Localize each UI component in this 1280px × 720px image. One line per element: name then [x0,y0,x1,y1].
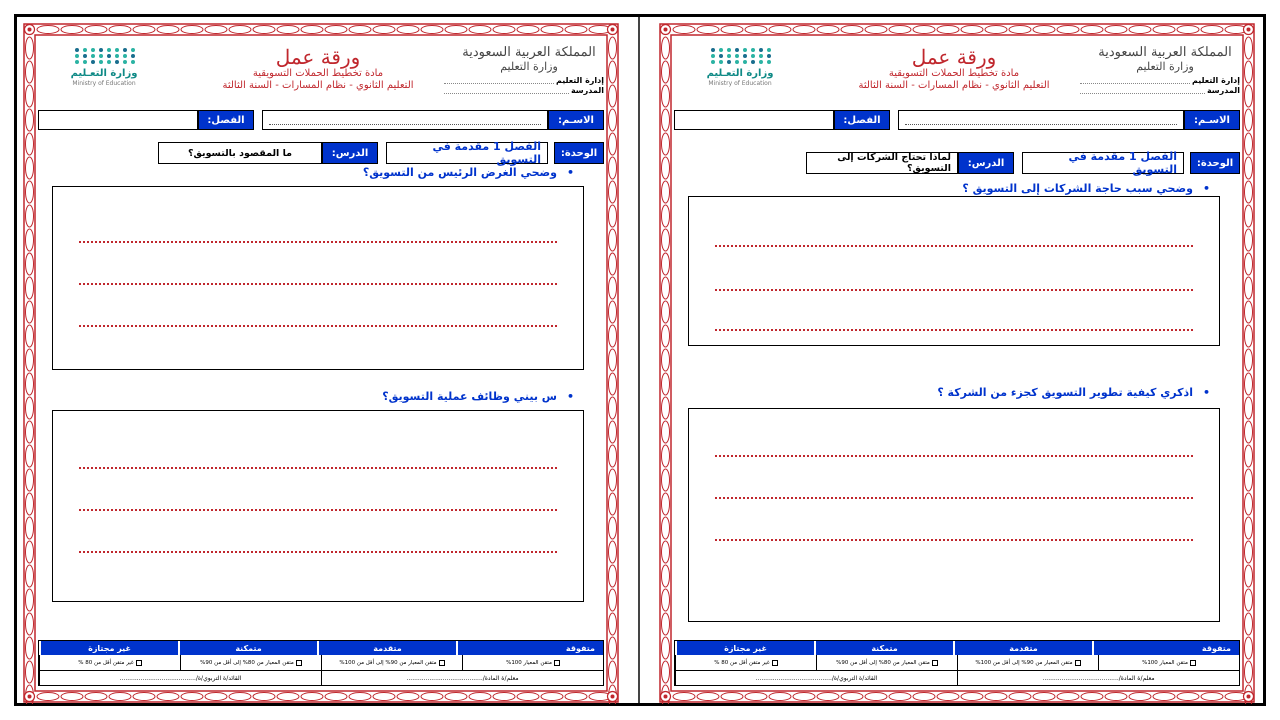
rubric-level: متمكنة [814,641,953,655]
track-line: التعليم الثانوي - نظام المسارات - السنة الثالثة [222,80,414,91]
unit-label: الوحدة: [1190,152,1240,174]
worksheet-header [38,40,604,104]
unit-label: الوحدة: [554,142,604,164]
rubric-table [38,640,604,686]
rubric-criterion[interactable]: غير متقن أقل من 80 % [39,655,180,670]
lesson-label: الدرس: [958,152,1014,174]
checkbox-icon [554,660,560,666]
answer-box-2[interactable] [688,408,1220,622]
class-label: الفصل: [834,110,890,130]
rubric-criterion[interactable]: متقن المعيار 100% [1098,655,1239,670]
answer-box-2[interactable] [52,410,584,602]
moe-logo-dots-icon [44,48,164,64]
rubric-criterion[interactable]: متقن المعيار من 90% إلى أقل من 100% [321,655,462,670]
title-block [824,46,1084,92]
page-divider [638,17,640,703]
kingdom-logo: المملكة العربية السعودية وزارة التعليم [1098,45,1232,73]
leader-signature[interactable]: القائد/ة التربوي/ة/........................................ [675,671,957,685]
checkbox-icon [439,660,445,666]
rubric-level: متمكنة [178,641,317,655]
admin-fields: إدارة التعليم المدرسة [444,76,604,96]
checkbox-icon [1190,660,1196,666]
checkbox-icon [772,660,778,666]
worksheet-header [674,40,1240,104]
subject-line: مادة تخطيط الحملات التسويقية [888,68,1020,79]
checkbox-icon [136,660,142,666]
checkbox-icon [296,660,302,666]
teacher-signature[interactable]: معلم/ة المادة/........................................ [321,671,603,685]
worksheet-title: ورقة عمل [911,45,997,69]
rubric-level: غير مجتازة [39,641,178,655]
unit-value: الفصل 1 مقدمة في التسويق [386,142,548,164]
teacher-signature[interactable]: معلم/ة المادة/........................................ [957,671,1239,685]
class-field[interactable] [38,110,198,130]
unit-lesson-row [38,142,604,164]
moe-logo: وزارة التعـليم Ministry of Education [680,48,800,88]
answer-box-1[interactable] [688,196,1220,346]
name-class-row [674,110,1240,130]
class-label: الفصل: [198,110,254,130]
moe-logo: وزارة التعـليم Ministry of Education [44,48,164,88]
question-2: •اذكري كيفية تطوير التسويق كجزء من الشركة ؟ [937,386,1210,399]
worksheet-page-2 [22,22,620,704]
rubric-level: متقدمة [953,641,1092,655]
rubric-level: غير مجتازة [675,641,814,655]
name-class-row [38,110,604,130]
leader-signature[interactable]: القائد/ة التربوي/ة/........................................ [39,671,321,685]
worksheet-title: ورقة عمل [275,45,361,69]
question-1: •وضحي الغرض الرئيس من التسويق؟ [362,166,574,179]
rubric-criterion[interactable]: متقن المعيار 100% [462,655,603,670]
unit-value: الفصل 1 مقدمة في التسويق [1022,152,1184,174]
question-1: •وضحي سبب حاجة الشركات إلى التسويق ؟ [962,182,1210,195]
rubric-level: متفوقة [456,641,603,655]
name-label: الاسـم: [1184,110,1240,130]
lesson-label: الدرس: [322,142,378,164]
answer-box-1[interactable] [52,186,584,370]
rubric-criterion[interactable]: متقن المعيار من 90% إلى أقل من 100% [957,655,1098,670]
checkbox-icon [932,660,938,666]
rubric-criterion[interactable]: متقن المعيار من 80% إلى أقل من 90% [816,655,957,670]
unit-lesson-row [674,152,1240,174]
moe-logo-dots-icon [680,48,800,64]
question-2: •س بيني وظائف عملية التسويق؟ [382,390,574,403]
rubric-table [674,640,1240,686]
admin-fields: إدارة التعليم المدرسة [1080,76,1240,96]
title-block [188,46,448,92]
rubric-criterion[interactable]: غير متقن أقل من 80 % [675,655,816,670]
lesson-value: ما المقصود بالتسويق؟ [158,142,322,164]
checkbox-icon [1075,660,1081,666]
kingdom-logo: المملكة العربية السعودية وزارة التعليم [462,45,596,73]
class-field[interactable] [674,110,834,130]
rubric-criterion[interactable]: متقن المعيار من 80% إلى أقل من 90% [180,655,321,670]
name-field[interactable] [262,110,548,130]
lesson-value: لماذا تحتاج الشركات إلى التسويق؟ [806,152,958,174]
name-label: الاسـم: [548,110,604,130]
rubric-level: متقدمة [317,641,456,655]
subject-line: مادة تخطيط الحملات التسويقية [252,68,384,79]
track-line: التعليم الثانوي - نظام المسارات - السنة الثالثة [858,80,1050,91]
name-field[interactable] [898,110,1184,130]
worksheet-page-1 [658,22,1256,704]
rubric-level: متفوقة [1092,641,1239,655]
